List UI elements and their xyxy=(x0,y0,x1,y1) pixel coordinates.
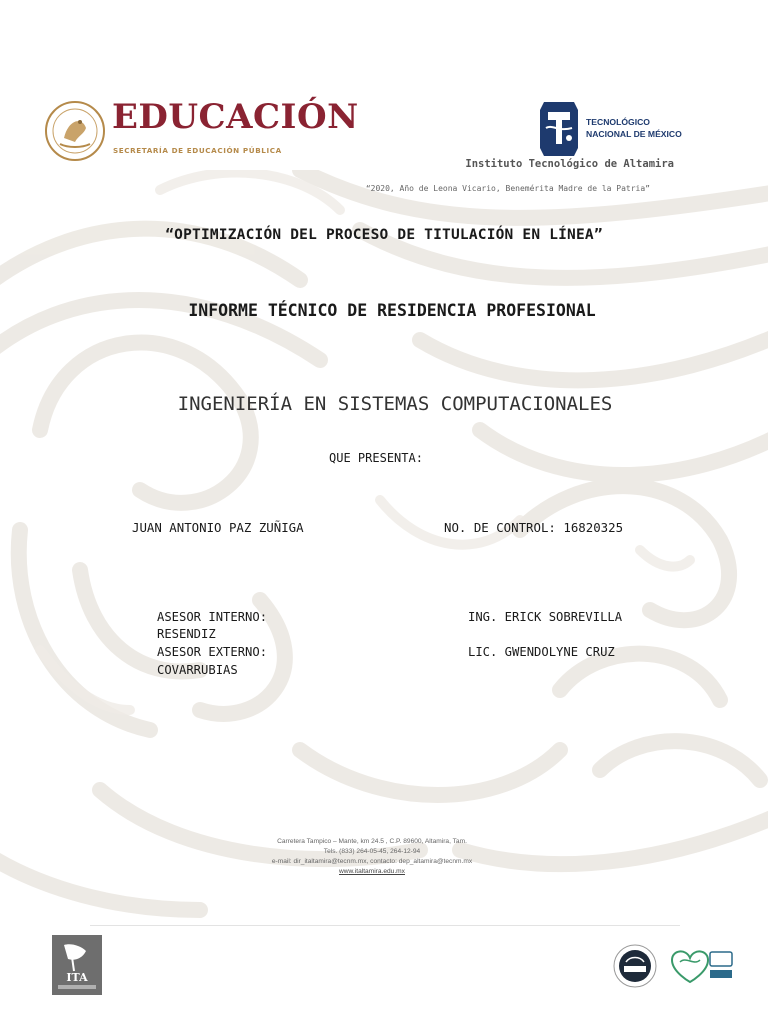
institute-name: Instituto Tecnológico de Altamira xyxy=(465,158,674,170)
plastic-free-badge-icon xyxy=(664,942,736,988)
tecnm-line-1: TECNOLÓGICO xyxy=(586,117,650,127)
report-type: INFORME TÉCNICO DE RESIDENCIA PROFESIONAL xyxy=(188,301,596,320)
mexican-seal-icon xyxy=(44,98,106,164)
control-number: NO. DE CONTROL: 16820325 xyxy=(444,520,624,535)
career-name: INGENIERÍA EN SISTEMAS COMPUTACIONALES xyxy=(177,393,613,415)
iso-9001-badge-icon xyxy=(612,940,658,990)
external-advisor-label: ASESOR EXTERNO: xyxy=(157,645,268,659)
internal-advisor-name: ING. ERICK SOBREVILLA xyxy=(468,610,623,624)
tecnm-line-2: NACIONAL DE MÉXICO xyxy=(586,129,682,139)
ita-logo-text: ITA xyxy=(66,971,88,984)
internal-advisor-label: ASESOR INTERNO: xyxy=(157,610,268,624)
presents-label: QUE PRESENTA: xyxy=(329,451,423,465)
external-advisor-name: LIC. GWENDOLYNE CRUZ xyxy=(468,645,615,659)
internal-advisor-surname: RESENDIZ xyxy=(157,627,216,641)
year-motto: “2020, Año de Leona Vicario, Benemérita Madre de la Patria” xyxy=(365,184,650,193)
footer-email: e-mail: dir_italtamira@tecnm.mx, contacto: dep_altamira@tecnm.mx xyxy=(271,858,473,865)
background-ornament xyxy=(0,170,768,930)
education-title: EDUCACIÓN xyxy=(112,97,359,137)
footer-divider xyxy=(90,925,680,926)
footer-phones: Tels. (833) 264-05-45, 264-12-94 xyxy=(323,848,421,855)
ita-logo-icon xyxy=(52,935,102,995)
student-name: JUAN ANTONIO PAZ ZUÑIGA xyxy=(132,520,304,535)
footer-website-link[interactable]: www.italtamira.edu.mx xyxy=(339,868,405,875)
footer-address: Carretera Tampico – Mante, km 24.5 , C.P. 89600, Altamira, Tam. xyxy=(277,838,467,845)
project-title: “OPTIMIZACIÓN DEL PROCESO DE TITULACIÓN EN LÍNEA” xyxy=(165,227,603,243)
footer-contact xyxy=(0,837,744,877)
tecnm-logo-icon xyxy=(536,98,582,160)
tecnm-name xyxy=(586,116,686,140)
external-advisor-surname: COVARRUBIAS xyxy=(157,663,238,677)
education-subtitle: SECRETARÍA DE EDUCACIÓN PÚBLICA xyxy=(113,146,282,155)
